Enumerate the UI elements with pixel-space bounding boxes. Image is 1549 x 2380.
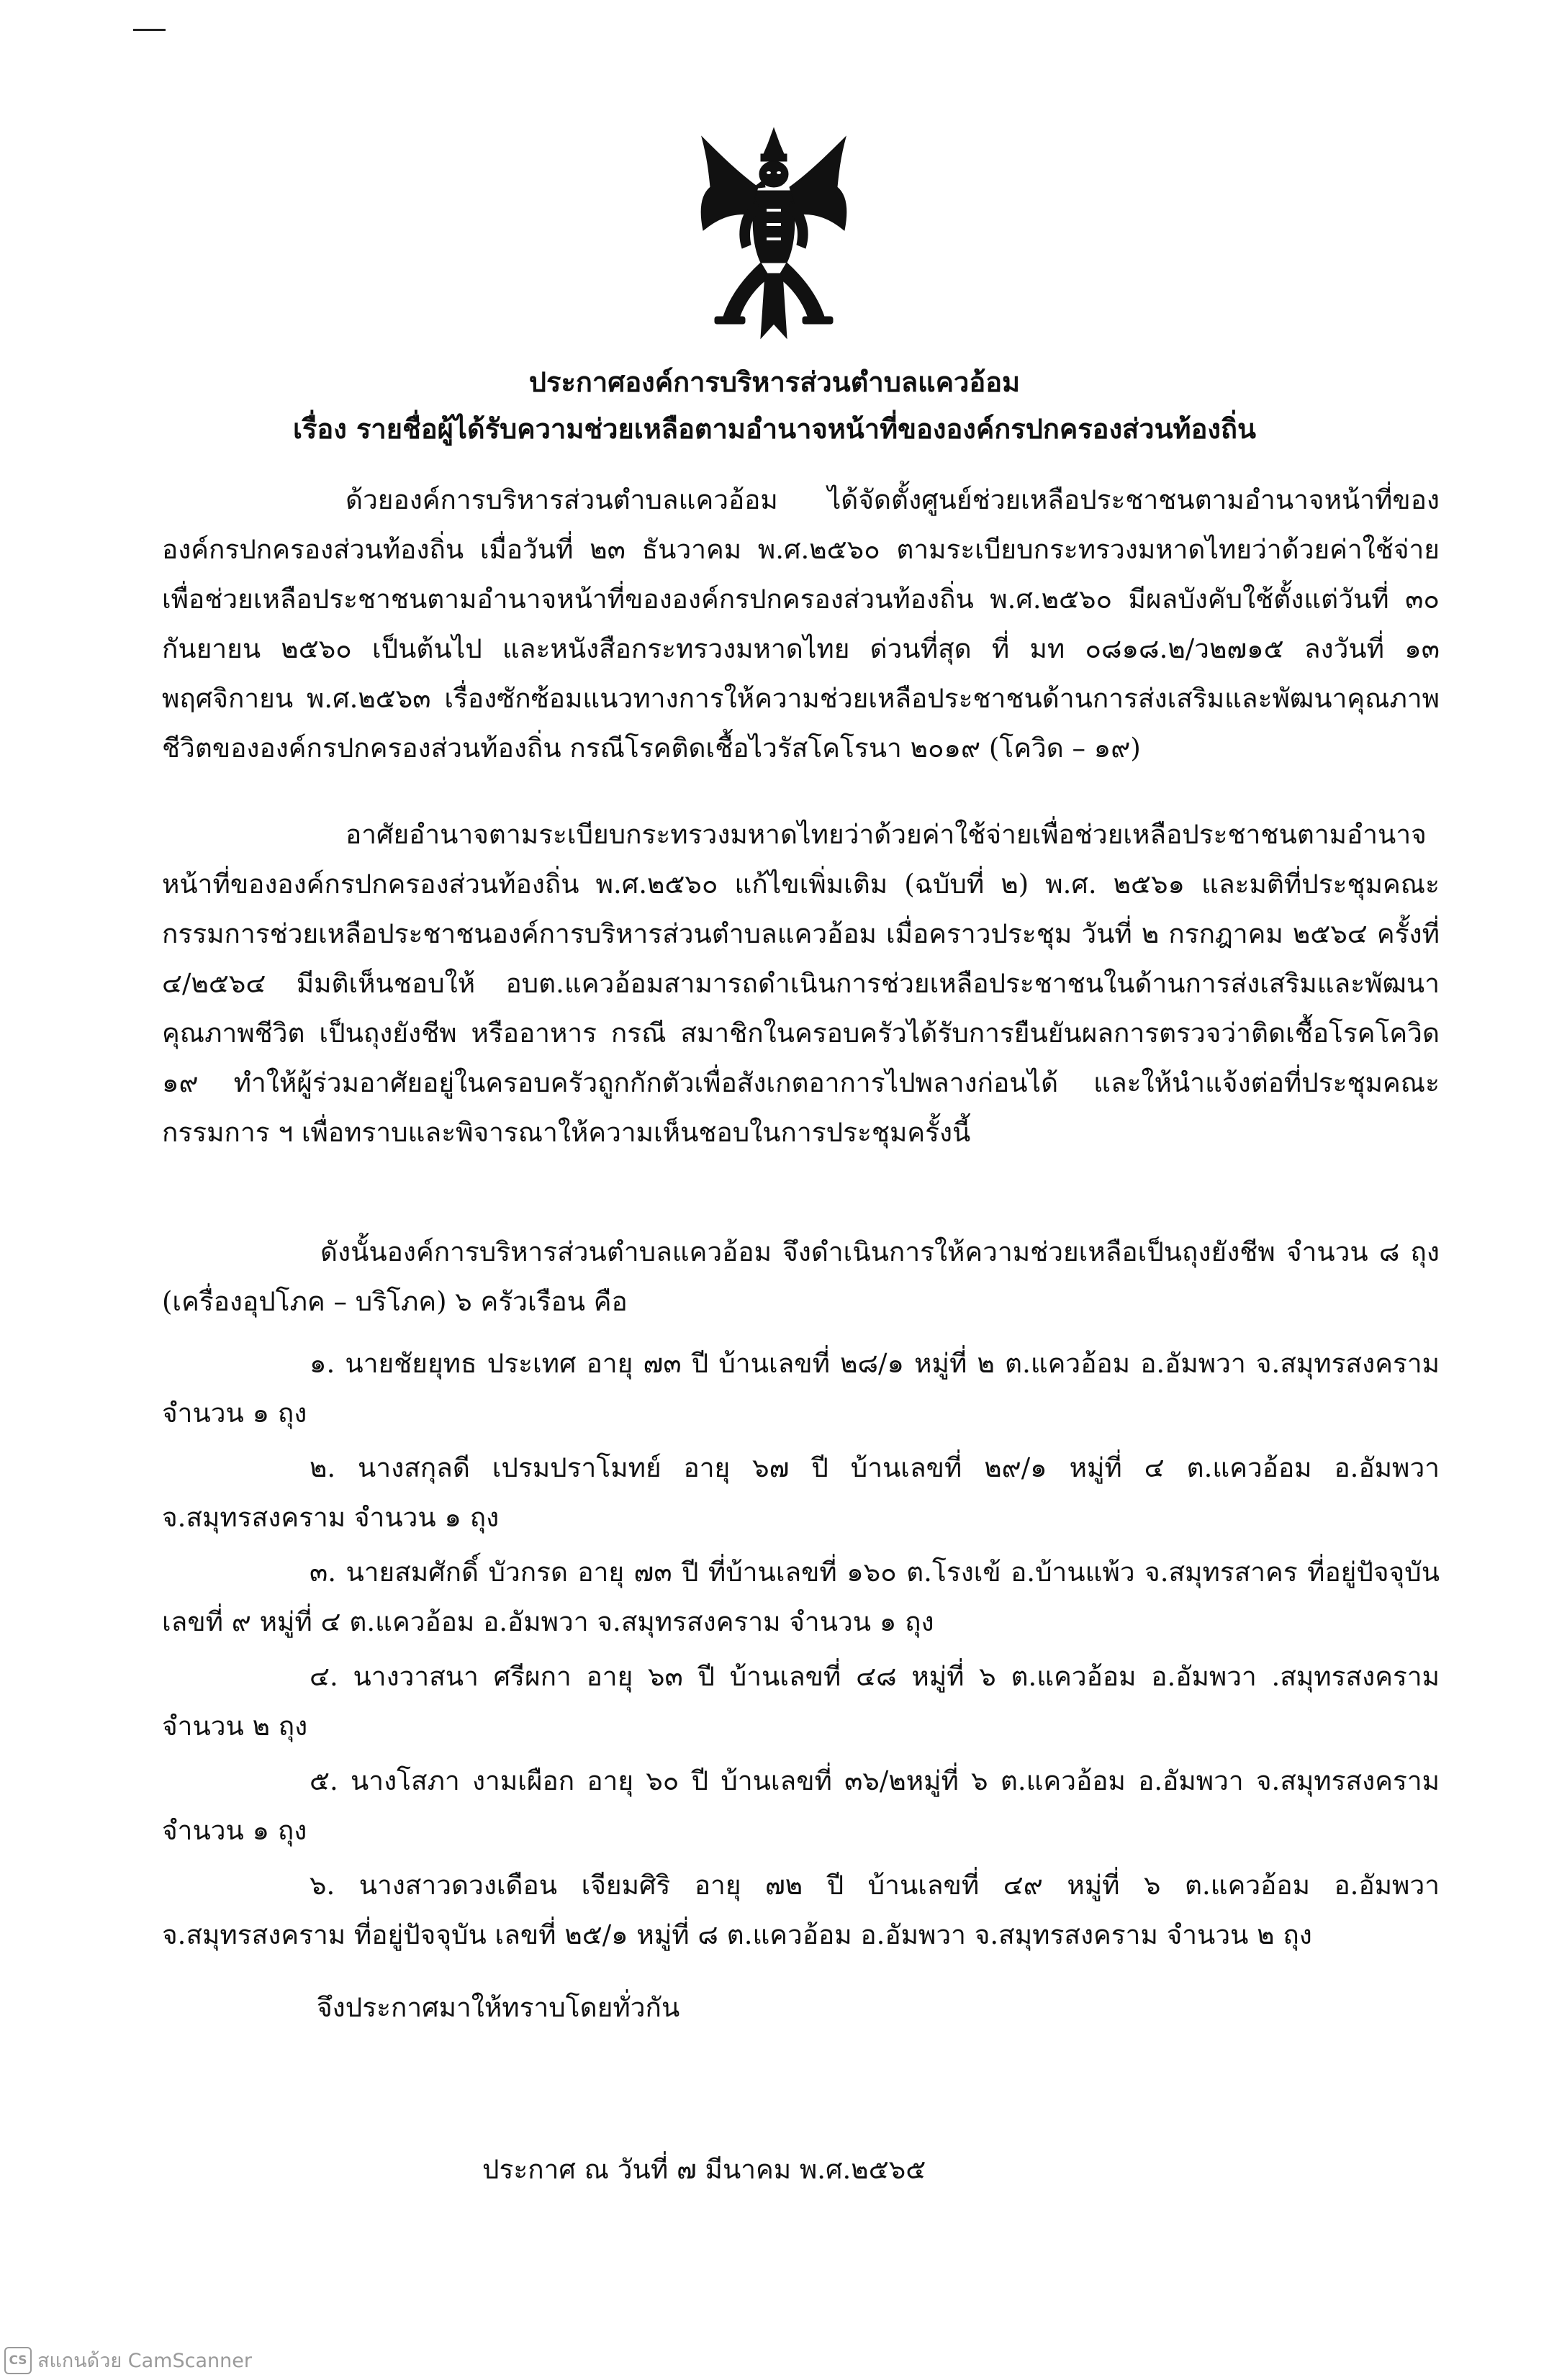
scanner-watermark — [4, 2345, 252, 2376]
paragraph-background: ด้วยองค์การบริหารส่วนตำบลแควอ้อม ได้จัดตั้งศูนย์ช่วยเหลือประชาชนตามอำนาจหน้าที่ขององค์กรปกครองส่วนท้องถิ่น เมื่อวันที่ ๒๓ ธันวาคม พ.ศ.๒๕๖๐ ตามระเบียบกระทรวงมหาดไทยว่าด้วยค่าใช้จ่ายเพื่อช่วยเหลือประชาชนตามอำนาจหน้าที่ขององค์กรปกครองส่วนท้องถิ่น พ.ศ.๒๕๖๐ มีผลบังคับใช้ตั้งแต่วันที่ ๓๐ กันยายน ๒๕๖๐ เป็นต้นไป และหนังสือกระทรวงมหาดไทย ด่วนที่สุด ที่ มท ๐๘๑๘.๒/ว๒๗๑๕ ลงวันที่ ๑๓ พฤศจิกายน พ.ศ.๒๕๖๓ เรื่องซักซ้อมแนวทางการให้ความช่วยเหลือประชาชนด้านการส่งเสริมและพัฒนาคุณภาพชีวิตขององค์กรปกครองส่วนท้องถิ่น กรณีโรคติดเชื้อไวรัสโคโรนา ๒๐๑๙ (โควิด – ๑๙) — [162, 484, 1440, 764]
recipient-item: ๑. นายชัยยุทธ ประเทศ อายุ ๗๓ ปี บ้านเลขที่ ๒๘/๑ หมู่ที่ ๒ ต.แควอ้อม อ.อัมพวา จ.สมุทรสงคราม จำนวน ๑ ถุง — [162, 1348, 1440, 1429]
recipient-item: ๕. นางโสภา งามเผือก อายุ ๖๐ ปี บ้านเลขที่ ๓๖/๒หมู่ที่ ๖ ต.แควอ้อม อ.อัมพวา จ.สมุทรสงคราม จำนวน ๑ ถุง — [162, 1765, 1440, 1846]
garuda-emblem-icon — [695, 122, 853, 345]
recipient-item: ๔. นางวาสนา ศรีผกา อายุ ๖๓ ปี บ้านเลขที่ ๔๘ หมู่ที่ ๖ ต.แควอ้อม อ.อัมพวา .สมุทรสงคราม จำนวน ๒ ถุง — [162, 1661, 1440, 1742]
camscanner-logo-icon: CS — [4, 2347, 32, 2374]
recipient-item: ๓. นายสมศักดิ์ บัวกรด อายุ ๗๓ ปี ที่บ้านเลขที่ ๑๖๐ ต.โรงเข้ อ.บ้านแพ้ว จ.สมุทรสาคร ที่อยู่ปัจจุบันเลขที่ ๙ หมู่ที่ ๔ ต.แควอ้อม อ.อัมพวา จ.สมุทรสงคราม จำนวน ๑ ถุง — [162, 1557, 1440, 1637]
closing-statement: จึงประกาศมาให้ทราบโดยทั่วกัน — [317, 1992, 680, 2023]
scanner-watermark-text: สแกนด้วย CamScanner — [37, 2350, 252, 2372]
announcement-date: ประกาศ ณ วันที่ ๗ มีนาคม พ.ศ.๒๕๖๕ — [482, 2154, 926, 2185]
paragraph-action: ดังนั้นองค์การบริหารส่วนตำบลแควอ้อม จึงดำเนินการให้ความช่วยเหลือเป็นถุงยังชีพ จำนวน ๘ ถุง (เครื่องอุปโภค – บริโภค) ๖ ครัวเรือน คือ — [162, 1236, 1440, 1317]
recipient-item: ๖. นางสาวดวงเดือน เจียมศิริ อายุ ๗๒ ปี บ้านเลขที่ ๔๙ หมู่ที่ ๖ ต.แควอ้อม อ.อัมพวา จ.สมุทรสงคราม ที่อยู่ปัจจุบัน เลขที่ ๒๕/๑ หมู่ที่ ๘ ต.แควอ้อม อ.อัมพวา จ.สมุทรสงคราม จำนวน ๒ ถุง — [162, 1870, 1440, 1950]
paragraph-authority: อาศัยอำนาจตามระเบียบกระทรวงมหาดไทยว่าด้วยค่าใช้จ่ายเพื่อช่วยเหลือประชาชนตามอำนาจหน้าที่ขององค์กรปกครองส่วนท้องถิ่น พ.ศ.๒๕๖๐ แก้ไขเพิ่มเติม (ฉบับที่ ๒) พ.ศ. ๒๕๖๑ และมติที่ประชุมคณะกรรมการช่วยเหลือประชาชนองค์การบริหารส่วนตำบลแควอ้อม เมื่อคราวประชุม วันที่ ๒ กรกฎาคม ๒๕๖๔ ครั้งที่ ๔/๒๕๖๔ มีมติเห็นชอบให้ อบต.แควอ้อมสามารถดำเนินการช่วยเหลือประชาชนในด้านการส่งเสริมและพัฒนาคุณภาพชีวิต เป็นถุงยังชีพ หรืออาหาร กรณี สมาชิกในครอบครัวได้รับการยืนยันผลการตรวจว่าติดเชื้อโรคโควิด ๑๙ ทำให้ผู้ร่วมอาศัยอยู่ในครอบครัวถูกกักตัวเพื่อสังเกตอาการไปพลางก่อนได้ และให้นำแจ้งต่อที่ประชุมคณะกรรมการ ฯ เพื่อทราบและพิจารณาให้ความเห็นชอบในการประชุมครั้งนี้ — [162, 819, 1440, 1148]
recipient-item: ๒. นางสกุลดี เปรมปราโมทย์ อายุ ๖๗ ปี บ้านเลขที่ ๒๙/๑ หมู่ที่ ๔ ต.แควอ้อม อ.อัมพวา จ.สมุทรสงคราม จำนวน ๑ ถุง — [162, 1452, 1440, 1533]
corner-mark — [133, 29, 166, 31]
announcement-title: ประกาศองค์การบริหารส่วนตำบลแควอ้อม — [528, 366, 1021, 398]
announcement-subject: เรื่อง รายชื่อผู้ได้รับความช่วยเหลือตามอำนาจหน้าที่ขององค์กรปกครองส่วนท้องถิ่น — [293, 412, 1256, 445]
